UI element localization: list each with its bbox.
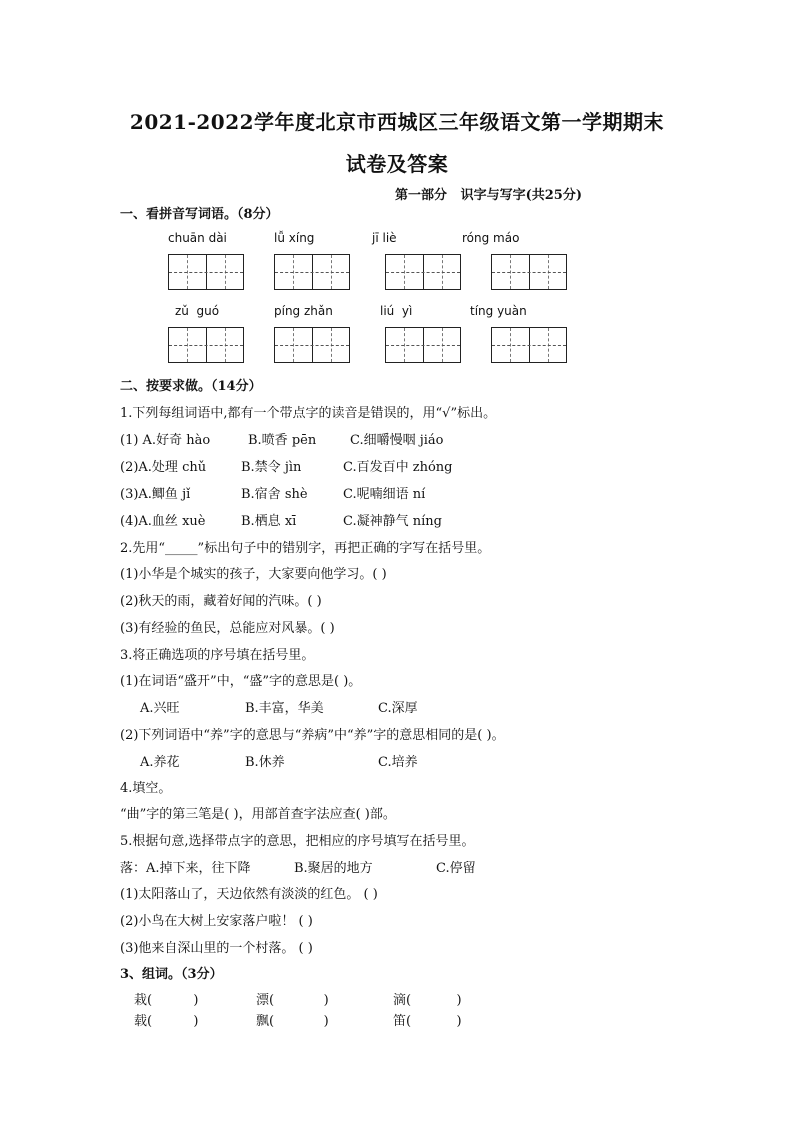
section2-heading: 二、按要求做。（14分） (120, 379, 262, 394)
writing-grid[interactable] (491, 327, 567, 363)
q5-item: (1)太阳落山了，天边依然有淡淡的红色。 ( ) (120, 887, 378, 902)
pinyin-4: róng máo (462, 231, 520, 245)
q5-option: C.停留 (436, 861, 476, 876)
q1-option: (2)A.处理 chǔ (120, 460, 207, 475)
section3-heading: 3、组词。（3分） (120, 967, 223, 982)
writing-grid[interactable] (385, 327, 461, 363)
pinyin-8: tíng yuàn (470, 304, 527, 318)
q5-item: (3)他来自深山里的一个村落。 ( ) (120, 941, 313, 956)
q3-option: C.培养 (378, 755, 418, 770)
word-item: 笛( ) (393, 1014, 462, 1029)
writing-grid[interactable] (274, 327, 350, 363)
q2-prompt: 2.先用“_____”标出句子中的错别字，再把正确的字写在括号里。 (120, 541, 491, 556)
part-heading (395, 184, 582, 203)
q2-item: (1)小华是个城实的孩子，大家要向他学习。( ) (120, 567, 387, 582)
pinyin-7: liú yì (380, 304, 413, 318)
q3-sub1: (1)在词语“盛开”中，“盛”字的意思是( )。 (120, 674, 362, 689)
word-item: 漂( ) (256, 993, 329, 1008)
q1-option: C.百发百中 zhóng (343, 460, 453, 475)
q5-option: 落：A.掉下来，往下降 (120, 861, 251, 876)
q1-option: (1) A.好奇 hào (120, 433, 211, 448)
writing-grid[interactable] (491, 254, 567, 290)
part-label: 第一部分 (395, 188, 448, 203)
word-item: 载( ) (134, 1014, 199, 1029)
q1-option: B.宿舍 shè (241, 487, 308, 502)
q1-option: C.呢喃细语 ní (343, 487, 426, 502)
writing-grid[interactable] (168, 327, 244, 363)
pinyin-2: lǚ xíng (274, 231, 315, 245)
q1-prompt: 1.下列每组词语中,都有一个带点字的读音是错误的，用“√”标出。 (120, 406, 497, 421)
writing-grid[interactable] (385, 254, 461, 290)
writing-grid[interactable] (168, 254, 244, 290)
word-item: 滴( ) (393, 993, 462, 1008)
q1-option: C.凝神静气 níng (343, 514, 442, 529)
pinyin-5: zǔ guó (175, 304, 220, 318)
q1-option: (3)A.鲫鱼 jǐ (120, 487, 191, 502)
pinyin-1: chuān dài (168, 231, 227, 245)
word-item: 栽( ) (134, 993, 199, 1008)
q3-option: A.兴旺 (140, 701, 180, 716)
page-title: 2021-2022学年度北京市西城区三年级语文第一学期期末 (129, 110, 665, 134)
q2-item: (3)有经验的鱼民，总能应对风暴。( ) (120, 621, 335, 636)
pinyin-3: jī liè (372, 231, 397, 245)
q5-option: B.聚居的地方 (294, 861, 373, 876)
section1-heading: 一、看拼音写词语。（8分） (120, 207, 279, 222)
q1-option: C.细嚼慢咽 jiáo (350, 433, 444, 448)
q3-prompt: 3.将正确选项的序号填在括号里。 (120, 648, 315, 663)
word-item: 飘( ) (256, 1014, 329, 1029)
q1-option: B.栖息 xī (241, 514, 297, 529)
q5-prompt: 5.根据句意,选择带点字的意思，把相应的序号填写在括号里。 (120, 834, 475, 849)
writing-grid[interactable] (274, 254, 350, 290)
q1-option: B.禁令 jìn (241, 460, 302, 475)
q3-sub2: (2)下列词语中“养”字的意思与“养病”中“养”字的意思相同的是( )。 (120, 728, 505, 743)
q3-option: B.丰富，华美 (245, 701, 324, 716)
q1-option: (4)A.血丝 xuè (120, 514, 206, 529)
page-subtitle: 试卷及答案 (345, 152, 449, 176)
q4-text: “曲”字的第三笔是( )，用部首查字法应查( )部。 (120, 807, 396, 822)
q4-prompt: 4.填空。 (120, 781, 172, 796)
pinyin-6: píng zhǎn (274, 304, 333, 318)
part-sub: 识字与写字(共25分) (460, 188, 582, 203)
q3-option: C.深厚 (378, 701, 418, 716)
q2-item: (2)秋天的雨，藏着好闻的汽味。( ) (120, 594, 322, 609)
q3-option: A.养花 (140, 755, 180, 770)
q5-item: (2)小鸟在大树上安家落户啦！ ( ) (120, 914, 313, 929)
q3-option: B.休养 (245, 755, 285, 770)
q1-option: B.喷香 pēn (248, 433, 317, 448)
